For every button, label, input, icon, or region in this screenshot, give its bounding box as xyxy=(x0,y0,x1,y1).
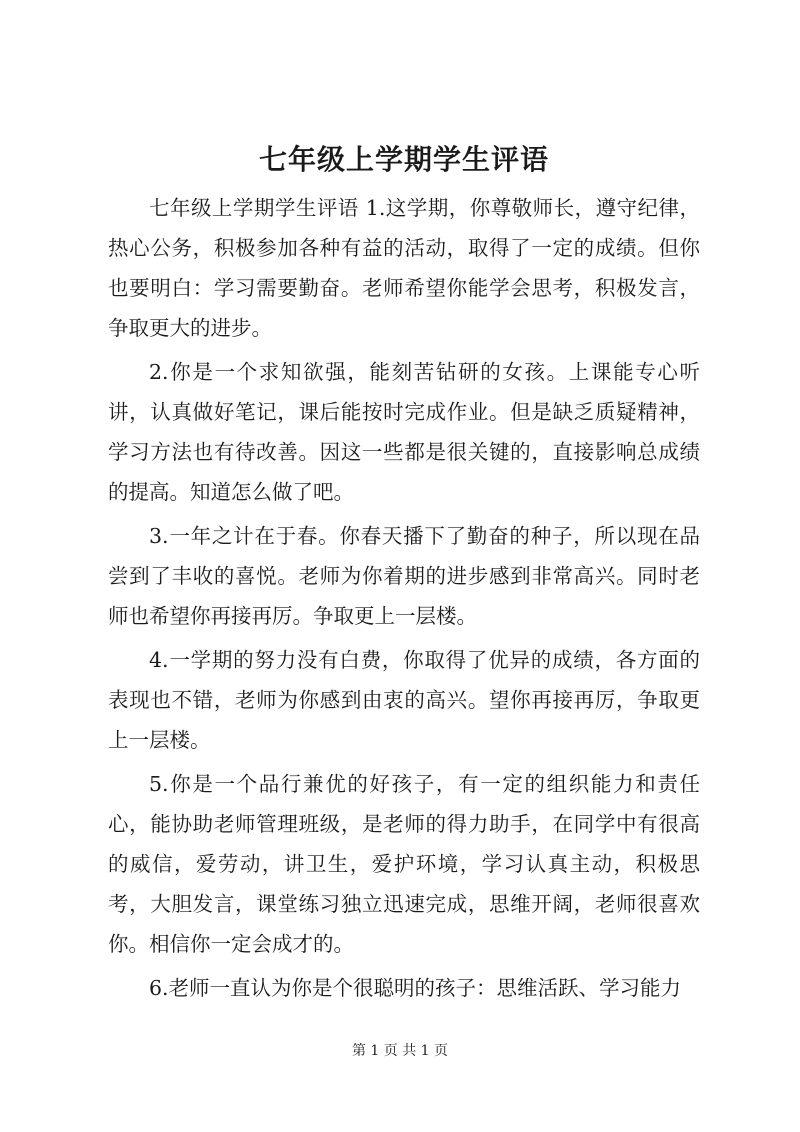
paragraph-1: 七年级上学期学生评语 1.这学期，你尊敬师长，遵守纪律，热心公务，积极参加各种有益的活动，取得了一定的成绩。但你也要明白：学习需要勤奋。老师希望你能学会思考，积极发言，争取更大的进步。 xyxy=(108,196,700,340)
paragraph-2: 2.你是一个求知欲强，能刻苦钻研的女孩。上课能专心听讲，认真做好笔记，课后能按时完成作业。但是缺乏质疑精神，学习方法也有待改善。因这一些都是很关键的，直接影响总成绩的提高。知道怎么做了吧。 xyxy=(108,360,700,504)
page-footer: 第 1 页 共 1 页 xyxy=(351,1043,449,1059)
paragraph-4: 4.一学期的努力没有白费，你取得了优异的成绩，各方面的表现也不错，老师为你感到由衷的高兴。望你再接再厉，争取更上一层楼。 xyxy=(108,648,700,752)
document-page xyxy=(108,140,700,1012)
paragraph-5: 5.你是一个品行兼优的好孩子，有一定的组织能力和责任心，能协助老师管理班级，是老师的得力助手，在同学中有很高的威信，爱劳动，讲卫生，爱护环境，学习认真主动，积极思考，大胆发言，课堂练习独立迅速完成，思维开阔，老师很喜欢你。相信你一定会成才的。 xyxy=(108,772,700,956)
paragraph-6: 6.老师一直认为你是个很聪明的孩子：思维活跃、学习能力 xyxy=(149,976,682,1000)
document-title: 七年级上学期学生评语 xyxy=(258,143,549,176)
paragraph-3: 3.一年之计在于春。你春天播下了勤奋的种子，所以现在品尝到了丰收的喜悦。老师为你着期的进步感到非常高兴。同时老师也希望你再接再厉。争取更上一层楼。 xyxy=(108,524,700,628)
